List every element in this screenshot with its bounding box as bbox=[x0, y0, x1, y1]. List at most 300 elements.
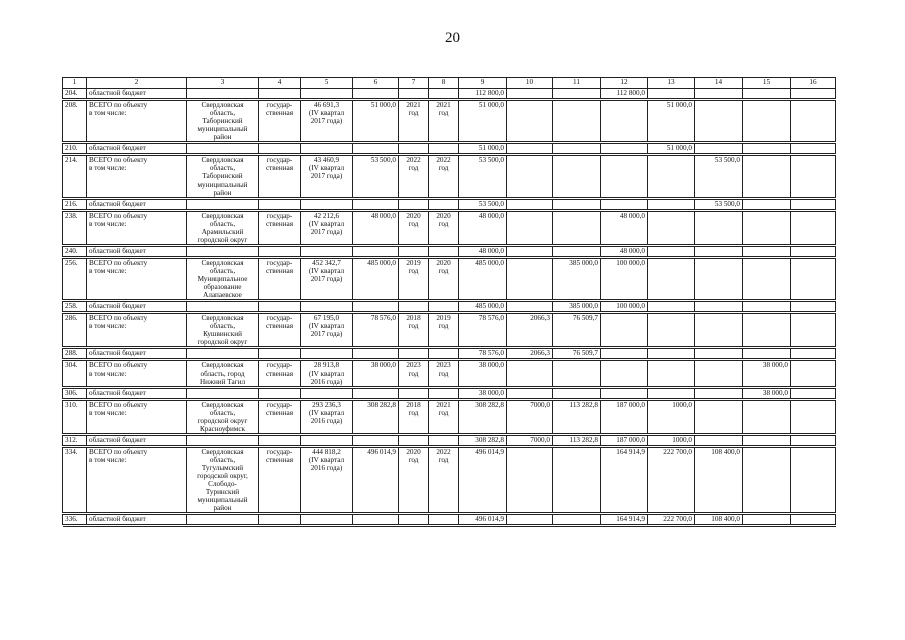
object-title: ВСЕГО по объекту в том числе: bbox=[87, 211, 187, 244]
row-number: 310. bbox=[63, 400, 87, 433]
row-number: 306. bbox=[63, 388, 87, 398]
cell-c4 bbox=[259, 144, 301, 154]
object-location: Свердловская область, Таборинский муниципальный район bbox=[187, 101, 259, 142]
cell-c11: 113 282,8 bbox=[553, 400, 601, 433]
cell-c13 bbox=[648, 89, 695, 99]
end-year: 2023 год bbox=[429, 361, 459, 386]
cell-c7 bbox=[399, 349, 429, 359]
cell-c16 bbox=[791, 101, 836, 142]
cell-c9: 496 014,9 bbox=[459, 515, 507, 525]
estimated-cost: 42 212,6 (IV квартал 2017 года) bbox=[301, 211, 353, 244]
row-number: 256. bbox=[63, 258, 87, 299]
row-name: областной бюджет bbox=[87, 388, 187, 398]
cell-c15 bbox=[743, 144, 791, 154]
cell-c10 bbox=[507, 258, 553, 299]
cell-c4 bbox=[259, 246, 301, 256]
cell-c16 bbox=[791, 144, 836, 154]
ownership-type: государ- ственная bbox=[259, 447, 301, 513]
object-title: ВСЕГО по объекту в том числе: bbox=[87, 400, 187, 433]
cell-c11 bbox=[553, 361, 601, 386]
cell-c14: 108 400,0 bbox=[695, 447, 743, 513]
cell-c7 bbox=[399, 435, 429, 445]
cell-c15 bbox=[743, 199, 791, 209]
cell-c12: 112 800,0 bbox=[601, 89, 648, 99]
cell-c7 bbox=[399, 144, 429, 154]
cell-c14 bbox=[695, 246, 743, 256]
cell-c3 bbox=[187, 199, 259, 209]
cell-c10: 7000,0 bbox=[507, 400, 553, 433]
cell-c5 bbox=[301, 349, 353, 359]
row-name: областной бюджет bbox=[87, 199, 187, 209]
object-row bbox=[63, 361, 836, 386]
cell-c3 bbox=[187, 302, 259, 312]
subtotal-row bbox=[63, 199, 836, 209]
cell-c12: 100 000,0 bbox=[601, 302, 648, 312]
row-number: 210. bbox=[63, 144, 87, 154]
row-number: 240. bbox=[63, 246, 87, 256]
ownership-type: государ- ственная bbox=[259, 211, 301, 244]
cell-c15 bbox=[743, 349, 791, 359]
object-row bbox=[63, 101, 836, 142]
cell-c13 bbox=[648, 246, 695, 256]
cell-c16 bbox=[791, 302, 836, 312]
cell-c8 bbox=[429, 435, 459, 445]
table-body bbox=[63, 78, 836, 527]
subtotal-row bbox=[63, 246, 836, 256]
total-cost: 496 014,9 bbox=[353, 447, 399, 513]
cell-c15 bbox=[743, 447, 791, 513]
cell-c13: 51 000,0 bbox=[648, 101, 695, 142]
cell-c13 bbox=[648, 156, 695, 197]
cell-c9: 51 000,0 bbox=[459, 101, 507, 142]
cell-c9: 53 500,0 bbox=[459, 199, 507, 209]
separator-cell bbox=[743, 525, 791, 527]
cell-c5 bbox=[301, 302, 353, 312]
cell-c15 bbox=[743, 246, 791, 256]
cell-c14 bbox=[695, 435, 743, 445]
cell-c9: 308 282,8 bbox=[459, 435, 507, 445]
cell-c6 bbox=[353, 144, 399, 154]
cell-c11 bbox=[553, 388, 601, 398]
cell-c6 bbox=[353, 515, 399, 525]
cell-c12 bbox=[601, 101, 648, 142]
ownership-type: государ- ственная bbox=[259, 400, 301, 433]
cell-c8 bbox=[429, 388, 459, 398]
cell-c8 bbox=[429, 199, 459, 209]
start-year: 2018 год bbox=[399, 314, 429, 347]
cell-c12 bbox=[601, 349, 648, 359]
cell-c6 bbox=[353, 246, 399, 256]
cell-c5 bbox=[301, 199, 353, 209]
row-number: 238. bbox=[63, 211, 87, 244]
cell-c10 bbox=[507, 89, 553, 99]
cell-c3 bbox=[187, 515, 259, 525]
row-number: 286. bbox=[63, 314, 87, 347]
cell-c4 bbox=[259, 349, 301, 359]
cell-c11: 113 282,8 bbox=[553, 435, 601, 445]
cell-c16 bbox=[791, 361, 836, 386]
cell-c4 bbox=[259, 435, 301, 445]
ownership-type: государ- ственная bbox=[259, 314, 301, 347]
subtotal-row bbox=[63, 144, 836, 154]
cell-c16 bbox=[791, 258, 836, 299]
cell-c11: 385 000,0 bbox=[553, 258, 601, 299]
cell-c7 bbox=[399, 89, 429, 99]
row-number: 304. bbox=[63, 361, 87, 386]
row-number: 216. bbox=[63, 199, 87, 209]
separator-cell bbox=[63, 525, 87, 527]
cell-c14: 53 500,0 bbox=[695, 156, 743, 197]
cell-c14: 108 400,0 bbox=[695, 515, 743, 525]
cell-c11 bbox=[553, 246, 601, 256]
cell-c10: 2066,3 bbox=[507, 314, 553, 347]
row-number: 208. bbox=[63, 101, 87, 142]
column-header-3: 3 bbox=[187, 78, 259, 89]
cell-c9: 485 000,0 bbox=[459, 258, 507, 299]
row-number: 258. bbox=[63, 302, 87, 312]
cell-c12 bbox=[601, 144, 648, 154]
cell-c13: 222 700,0 bbox=[648, 515, 695, 525]
cell-c15 bbox=[743, 258, 791, 299]
cell-c8 bbox=[429, 89, 459, 99]
object-location: Свердловская область, Кушвинский городской округ bbox=[187, 314, 259, 347]
cell-c16 bbox=[791, 388, 836, 398]
total-cost: 38 000,0 bbox=[353, 361, 399, 386]
cell-c13 bbox=[648, 211, 695, 244]
subtotal-row bbox=[63, 302, 836, 312]
cell-c4 bbox=[259, 515, 301, 525]
cell-c14 bbox=[695, 314, 743, 347]
subtotal-row bbox=[63, 89, 836, 99]
object-row bbox=[63, 211, 836, 244]
separator-cell bbox=[507, 525, 553, 527]
cell-c14 bbox=[695, 302, 743, 312]
cell-c3 bbox=[187, 144, 259, 154]
cell-c12 bbox=[601, 156, 648, 197]
cell-c13 bbox=[648, 361, 695, 386]
cell-c9: 112 800,0 bbox=[459, 89, 507, 99]
separator-cell bbox=[399, 525, 429, 527]
row-number: 288. bbox=[63, 349, 87, 359]
end-year: 2019 год bbox=[429, 314, 459, 347]
row-name: областной бюджет bbox=[87, 515, 187, 525]
cell-c15 bbox=[743, 101, 791, 142]
cell-c15 bbox=[743, 435, 791, 445]
cell-c4 bbox=[259, 388, 301, 398]
column-header-14: 14 bbox=[695, 78, 743, 89]
cell-c10 bbox=[507, 447, 553, 513]
cell-c14 bbox=[695, 361, 743, 386]
cell-c7 bbox=[399, 515, 429, 525]
object-row bbox=[63, 400, 836, 433]
row-name: областной бюджет bbox=[87, 89, 187, 99]
estimated-cost: 67 195,0 (IV квартал 2017 года) bbox=[301, 314, 353, 347]
cell-c11 bbox=[553, 156, 601, 197]
cell-c5 bbox=[301, 246, 353, 256]
cell-c14 bbox=[695, 89, 743, 99]
cell-c3 bbox=[187, 388, 259, 398]
cell-c7 bbox=[399, 302, 429, 312]
estimated-cost: 28 913,8 (IV квартал 2016 года) bbox=[301, 361, 353, 386]
start-year: 2022 год bbox=[399, 156, 429, 197]
cell-c11 bbox=[553, 447, 601, 513]
column-header-5: 5 bbox=[301, 78, 353, 89]
separator-cell bbox=[791, 525, 836, 527]
cell-c13: 222 700,0 bbox=[648, 447, 695, 513]
cell-c15 bbox=[743, 89, 791, 99]
column-header-15: 15 bbox=[743, 78, 791, 89]
cell-c9: 38 000,0 bbox=[459, 361, 507, 386]
total-cost: 51 000,0 bbox=[353, 101, 399, 142]
cell-c7 bbox=[399, 388, 429, 398]
cell-c4 bbox=[259, 302, 301, 312]
ownership-type: государ- ственная bbox=[259, 361, 301, 386]
separator-cell bbox=[429, 525, 459, 527]
cell-c13 bbox=[648, 388, 695, 398]
object-title: ВСЕГО по объекту в том числе: bbox=[87, 258, 187, 299]
cell-c14 bbox=[695, 144, 743, 154]
estimated-cost: 293 236,3 (IV квартал 2016 года) bbox=[301, 400, 353, 433]
cell-c9: 308 282,8 bbox=[459, 400, 507, 433]
cell-c11: 385 000,0 bbox=[553, 302, 601, 312]
object-location: Свердловская область, Тугулымский городской округ, Слободо- Туринский муниципальный район bbox=[187, 447, 259, 513]
cell-c12 bbox=[601, 199, 648, 209]
cell-c12: 100 000,0 bbox=[601, 258, 648, 299]
cell-c10: 7000,0 bbox=[507, 435, 553, 445]
total-cost: 308 282,8 bbox=[353, 400, 399, 433]
cell-c13 bbox=[648, 302, 695, 312]
separator-cell bbox=[187, 525, 259, 527]
separator-cell bbox=[695, 525, 743, 527]
object-title: ВСЕГО по объекту в том числе: bbox=[87, 314, 187, 347]
start-year: 2018 год bbox=[399, 400, 429, 433]
separator-cell bbox=[459, 525, 507, 527]
subtotal-row bbox=[63, 388, 836, 398]
separator-cell bbox=[648, 525, 695, 527]
object-row bbox=[63, 314, 836, 347]
cell-c12: 164 914,9 bbox=[601, 447, 648, 513]
total-cost: 485 000,0 bbox=[353, 258, 399, 299]
cell-c15 bbox=[743, 515, 791, 525]
cell-c14 bbox=[695, 211, 743, 244]
cell-c11 bbox=[553, 515, 601, 525]
cell-c6 bbox=[353, 89, 399, 99]
start-year: 2020 год bbox=[399, 211, 429, 244]
column-header-16: 16 bbox=[791, 78, 836, 89]
estimated-cost: 452 342,7 (IV квартал 2017 года) bbox=[301, 258, 353, 299]
object-location: Свердловская область, городской округ Красноуфимск bbox=[187, 400, 259, 433]
end-year: 2022 год bbox=[429, 447, 459, 513]
separator-cell bbox=[301, 525, 353, 527]
cell-c9: 496 014,9 bbox=[459, 447, 507, 513]
cell-c10 bbox=[507, 302, 553, 312]
cell-c11 bbox=[553, 211, 601, 244]
separator-cell bbox=[87, 525, 187, 527]
cell-c10: 2066,3 bbox=[507, 349, 553, 359]
cell-c11: 76 509,7 bbox=[553, 349, 601, 359]
row-number: 214. bbox=[63, 156, 87, 197]
total-cost: 78 576,0 bbox=[353, 314, 399, 347]
object-row bbox=[63, 156, 836, 197]
end-year: 2021 год bbox=[429, 400, 459, 433]
cell-c11: 76 509,7 bbox=[553, 314, 601, 347]
column-header-10: 10 bbox=[507, 78, 553, 89]
estimated-cost: 43 460,9 (IV квартал 2017 года) bbox=[301, 156, 353, 197]
subtotal-row bbox=[63, 349, 836, 359]
object-row bbox=[63, 258, 836, 299]
cell-c14 bbox=[695, 258, 743, 299]
cell-c6 bbox=[353, 199, 399, 209]
cell-c3 bbox=[187, 89, 259, 99]
start-year: 2023 год bbox=[399, 361, 429, 386]
ownership-type: государ- ственная bbox=[259, 156, 301, 197]
column-header-12: 12 bbox=[601, 78, 648, 89]
column-header-1: 1 bbox=[63, 78, 87, 89]
cell-c16 bbox=[791, 314, 836, 347]
cell-c13: 1000,0 bbox=[648, 400, 695, 433]
cell-c4 bbox=[259, 89, 301, 99]
cell-c10 bbox=[507, 156, 553, 197]
cell-c8 bbox=[429, 246, 459, 256]
column-header-4: 4 bbox=[259, 78, 301, 89]
cell-c11 bbox=[553, 199, 601, 209]
cell-c8 bbox=[429, 349, 459, 359]
cell-c15 bbox=[743, 211, 791, 244]
column-header-8: 8 bbox=[429, 78, 459, 89]
column-header-13: 13 bbox=[648, 78, 695, 89]
start-year: 2019 год bbox=[399, 258, 429, 299]
cell-c16 bbox=[791, 447, 836, 513]
cell-c10 bbox=[507, 199, 553, 209]
end-year: 2020 год bbox=[429, 258, 459, 299]
cell-c9: 485 000,0 bbox=[459, 302, 507, 312]
cell-c10 bbox=[507, 361, 553, 386]
object-title: ВСЕГО по объекту в том числе: bbox=[87, 447, 187, 513]
row-number: 334. bbox=[63, 447, 87, 513]
row-name: областной бюджет bbox=[87, 302, 187, 312]
cell-c16 bbox=[791, 515, 836, 525]
cell-c9: 38 000,0 bbox=[459, 388, 507, 398]
cell-c10 bbox=[507, 246, 553, 256]
cell-c6 bbox=[353, 435, 399, 445]
estimated-cost: 444 818,2 (IV квартал 2016 года) bbox=[301, 447, 353, 513]
cell-c9: 48 000,0 bbox=[459, 211, 507, 244]
separator-cell bbox=[553, 525, 601, 527]
ownership-type: государ- ственная bbox=[259, 101, 301, 142]
cell-c16 bbox=[791, 400, 836, 433]
cell-c16 bbox=[791, 246, 836, 256]
cell-c12 bbox=[601, 361, 648, 386]
column-header-7: 7 bbox=[399, 78, 429, 89]
cell-c5 bbox=[301, 435, 353, 445]
cell-c5 bbox=[301, 388, 353, 398]
cell-c14 bbox=[695, 101, 743, 142]
cell-c10 bbox=[507, 211, 553, 244]
cell-c6 bbox=[353, 388, 399, 398]
cell-c16 bbox=[791, 349, 836, 359]
cell-c15 bbox=[743, 302, 791, 312]
column-header-9: 9 bbox=[459, 78, 507, 89]
separator-cell bbox=[259, 525, 301, 527]
cell-c5 bbox=[301, 89, 353, 99]
subtotal-row bbox=[63, 435, 836, 445]
column-header-2: 2 bbox=[87, 78, 187, 89]
row-separator bbox=[63, 525, 836, 527]
total-cost: 53 500,0 bbox=[353, 156, 399, 197]
object-title: ВСЕГО по объекту в том числе: bbox=[87, 101, 187, 142]
object-location: Свердловская область, город Нижний Тагил bbox=[187, 361, 259, 386]
cell-c14 bbox=[695, 349, 743, 359]
row-name: областной бюджет bbox=[87, 435, 187, 445]
cell-c12 bbox=[601, 388, 648, 398]
row-name: областной бюджет bbox=[87, 349, 187, 359]
cell-c15 bbox=[743, 314, 791, 347]
cell-c16 bbox=[791, 435, 836, 445]
cell-c16 bbox=[791, 199, 836, 209]
cell-c15 bbox=[743, 156, 791, 197]
cell-c3 bbox=[187, 246, 259, 256]
end-year: 2021 год bbox=[429, 101, 459, 142]
row-name: областной бюджет bbox=[87, 144, 187, 154]
cell-c6 bbox=[353, 349, 399, 359]
cell-c16 bbox=[791, 211, 836, 244]
cell-c11 bbox=[553, 101, 601, 142]
cell-c9: 48 000,0 bbox=[459, 246, 507, 256]
object-location: Свердловская область, Муниципальное образование Алапаевское bbox=[187, 258, 259, 299]
cell-c12: 187 000,0 bbox=[601, 400, 648, 433]
start-year: 2021 год bbox=[399, 101, 429, 142]
budget-table bbox=[62, 77, 836, 527]
cell-c12: 48 000,0 bbox=[601, 211, 648, 244]
object-title: ВСЕГО по объекту в том числе: bbox=[87, 156, 187, 197]
object-row bbox=[63, 447, 836, 513]
column-header-6: 6 bbox=[353, 78, 399, 89]
cell-c15 bbox=[743, 400, 791, 433]
cell-c9: 78 576,0 bbox=[459, 349, 507, 359]
row-name: областной бюджет bbox=[87, 246, 187, 256]
row-number: 312. bbox=[63, 435, 87, 445]
cell-c15: 38 000,0 bbox=[743, 388, 791, 398]
header-row bbox=[63, 78, 836, 89]
object-location: Свердловская область, Таборинский муниципальный район bbox=[187, 156, 259, 197]
object-title: ВСЕГО по объекту в том числе: bbox=[87, 361, 187, 386]
cell-c7 bbox=[399, 246, 429, 256]
cell-c13 bbox=[648, 258, 695, 299]
cell-c6 bbox=[353, 302, 399, 312]
cell-c12: 187 000,0 bbox=[601, 435, 648, 445]
cell-c14 bbox=[695, 388, 743, 398]
page-number: 20 bbox=[445, 30, 460, 46]
ownership-type: государ- ственная bbox=[259, 258, 301, 299]
cell-c13: 1000,0 bbox=[648, 435, 695, 445]
cell-c10 bbox=[507, 388, 553, 398]
cell-c3 bbox=[187, 435, 259, 445]
cell-c8 bbox=[429, 144, 459, 154]
cell-c13 bbox=[648, 199, 695, 209]
cell-c14: 53 500,0 bbox=[695, 199, 743, 209]
cell-c8 bbox=[429, 302, 459, 312]
cell-c13: 51 000,0 bbox=[648, 144, 695, 154]
separator-cell bbox=[353, 525, 399, 527]
cell-c16 bbox=[791, 89, 836, 99]
cell-c14 bbox=[695, 400, 743, 433]
separator-cell bbox=[601, 525, 648, 527]
cell-c9: 51 000,0 bbox=[459, 144, 507, 154]
cell-c8 bbox=[429, 515, 459, 525]
subtotal-row bbox=[63, 515, 836, 525]
cell-c9: 53 500,0 bbox=[459, 156, 507, 197]
estimated-cost: 46 691,3 (IV квартал 2017 года) bbox=[301, 101, 353, 142]
